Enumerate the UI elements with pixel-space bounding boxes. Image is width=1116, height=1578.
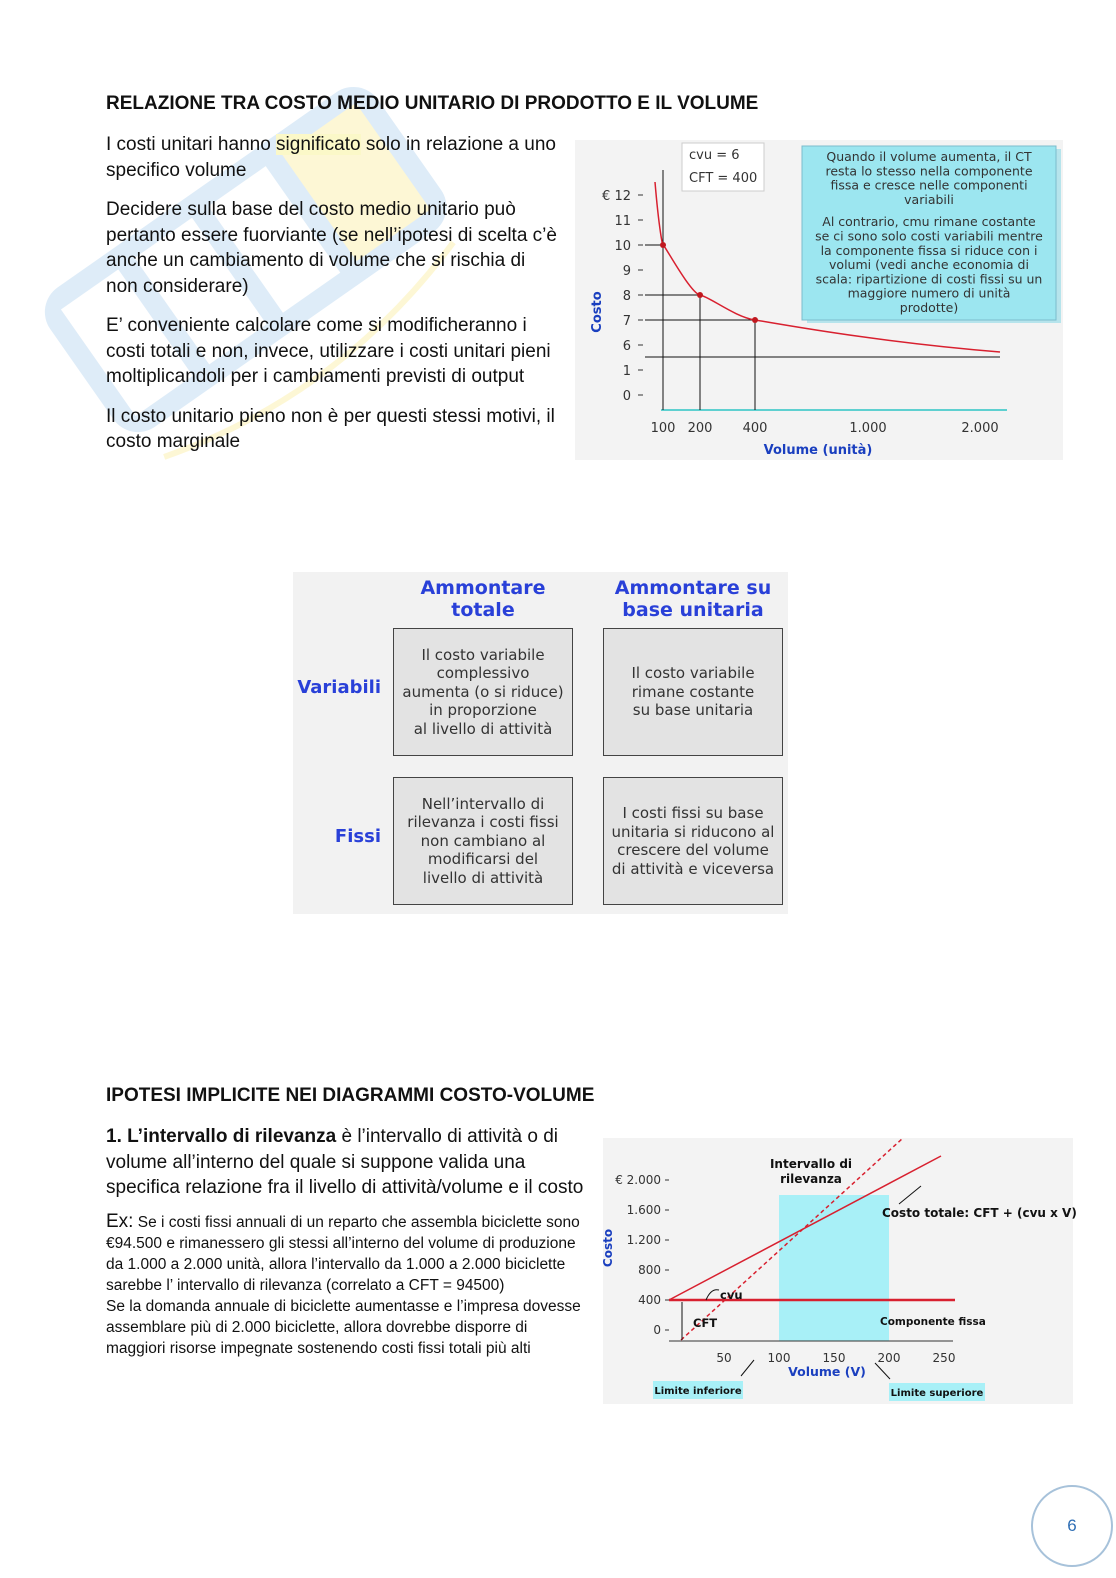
data-point bbox=[752, 317, 758, 323]
y-tick-label: € 12 bbox=[602, 189, 631, 204]
paragraph-4: Il costo unitario pieno non è per questi stessi motivi, il costo marginale bbox=[106, 405, 555, 452]
cell-line: Il costo variabile bbox=[631, 664, 755, 683]
example-paragraph-2: Se la domanda annuale di biciclette aumentasse e l’impresa dovesse assemblare più di 2.000 biciclette, allora dovrebbe disporre di maggiori risorse impegnate sostenendo costi fissi totali più alti bbox=[106, 1297, 581, 1357]
cell-line: aumenta (o si riduce) bbox=[402, 682, 564, 701]
paragraph-1 bbox=[106, 132, 561, 183]
cell-variable-total bbox=[393, 628, 573, 756]
cell-line: complessivo bbox=[436, 664, 530, 683]
cell-line: rimane costante bbox=[631, 682, 755, 701]
paragraph-2: Decidere sulla base del costo medio unitario può pertanto essere fuorviante (se nell’ipotesi di scelta c’è anche un cambiamento di volume che si rischia di non considerare) bbox=[106, 199, 557, 297]
y-tick-label: € 2.000 bbox=[615, 1173, 661, 1187]
y-tick-label: 0 bbox=[622, 389, 631, 404]
y-tick-label: 8 bbox=[622, 289, 631, 304]
lower-limit-label: Limite inferiore bbox=[654, 1386, 742, 1397]
cell-line: rilevanza i costi fissi bbox=[407, 813, 559, 832]
note-line: scala: ripartizione di costi fissi su un bbox=[815, 271, 1043, 287]
x-tick-label: 250 bbox=[932, 1351, 956, 1365]
y-tick-label: 0 bbox=[653, 1323, 661, 1337]
x-tick-label: 200 bbox=[687, 421, 713, 436]
cell-line: Nell’intervallo di bbox=[421, 794, 545, 813]
section2-heading: IPOTESI IMPLICITE NEI DIAGRAMMI COSTO-VOLUME bbox=[106, 1085, 595, 1106]
cell-fixed-total bbox=[393, 777, 573, 905]
row-fixed: Fissi bbox=[334, 826, 381, 847]
upper-limit-label: Limite superiore bbox=[890, 1388, 984, 1399]
y-tick-label: 7 bbox=[622, 314, 631, 329]
note-line: prodotte) bbox=[899, 300, 959, 315]
x-tick-label: 100 bbox=[767, 1351, 791, 1365]
page-number: 6 bbox=[1031, 1485, 1113, 1567]
paragraph-1-highlight: significato bbox=[276, 134, 361, 155]
header-unit: Ammontare su base unitaria bbox=[614, 577, 772, 621]
y-tick-label: 1.200 bbox=[626, 1233, 661, 1247]
cell-line: Il costo variabile bbox=[421, 645, 545, 664]
chart1-x-axis-label: Volume (unità) bbox=[763, 443, 873, 458]
y-tick-label: 800 bbox=[638, 1263, 661, 1277]
cost-behavior-table bbox=[293, 572, 788, 914]
cell-line: modificarsi del bbox=[427, 850, 539, 869]
relevance-definition: è l’intervallo di attività o di volume all’interno del quale si suppone valida una specifica relazione fra il livello di attività/volume e il costo bbox=[106, 1126, 584, 1198]
x-tick-label: 2.000 bbox=[961, 421, 999, 436]
relevant-range-area bbox=[779, 1195, 889, 1341]
note-line: variabili bbox=[904, 191, 954, 207]
note-line: resta lo stesso nella componente bbox=[825, 163, 1033, 179]
example-label: Ex: bbox=[106, 1210, 134, 1232]
paragraph-1b: solo in relazione a uno specifico volume bbox=[106, 134, 556, 181]
cell-line: crescere del volume bbox=[617, 841, 769, 859]
y-tick-label: 1.600 bbox=[626, 1203, 661, 1217]
cell-line: in proporzione bbox=[429, 701, 537, 720]
cell-variable-unit bbox=[603, 628, 783, 756]
x-tick-label: 100 bbox=[650, 421, 676, 436]
range-title-line2: rilevanza bbox=[780, 1172, 842, 1186]
x-tick-label: 200 bbox=[877, 1351, 901, 1365]
note-line: Quando il volume aumenta, il CT bbox=[826, 149, 1032, 164]
relevance-paragraph bbox=[106, 1124, 584, 1201]
note-line: fissa e cresce nelle componenti bbox=[830, 177, 1028, 193]
cell-line: su base unitaria bbox=[632, 701, 754, 720]
note-line: maggiore numero di unità bbox=[847, 285, 1011, 301]
header-total: Ammontare totale bbox=[420, 577, 546, 621]
data-point bbox=[660, 242, 666, 248]
chart1-y-axis-label: Costo bbox=[590, 291, 605, 333]
cell-line: I costi fissi su base bbox=[622, 804, 764, 822]
chart1-legend-cvu: cvu = 6 bbox=[689, 148, 740, 163]
cell-line: livello di attività bbox=[422, 868, 544, 887]
relevance-term: 1. L’intervallo di rilevanza bbox=[106, 1126, 337, 1147]
chart2-y-axis-label: Costo bbox=[601, 1228, 615, 1268]
x-tick-label: 400 bbox=[742, 421, 768, 436]
cell-fixed-unit bbox=[603, 777, 783, 905]
y-tick-label: 400 bbox=[638, 1293, 661, 1307]
x-tick-label: 150 bbox=[822, 1351, 846, 1365]
chart1-note-text bbox=[815, 149, 1043, 315]
x-tick-label: 50 bbox=[716, 1351, 732, 1365]
y-tick-label: 1 bbox=[622, 364, 631, 379]
data-point bbox=[697, 292, 703, 298]
note-line: se ci sono solo costi variabili mentre bbox=[815, 228, 1043, 244]
section1-text bbox=[106, 132, 561, 455]
cell-line: di attività e viceversa bbox=[611, 859, 775, 878]
relevant-range-chart bbox=[601, 1138, 1077, 1404]
fixed-cost-label: Componente fissa bbox=[880, 1316, 986, 1328]
unit-cost-chart bbox=[575, 140, 1063, 460]
x-tick-label: 1.000 bbox=[849, 421, 887, 436]
y-tick-label: 10 bbox=[614, 239, 631, 254]
chart2-x-axis-label: Volume (V) bbox=[788, 1364, 866, 1379]
note-line: la componente fissa si riduce con i bbox=[820, 242, 1038, 258]
paragraph-3: E’ conveniente calcolare come si modificheranno i costi totali e non, invece, utilizzare i costi unitari pieni moltiplicandoli per i cambiamenti previsti di output bbox=[106, 315, 551, 387]
cell-line: non cambiano al bbox=[420, 831, 546, 850]
section2-text bbox=[106, 1124, 584, 1359]
chart1-legend-cft: CFT = 400 bbox=[689, 171, 758, 186]
example-paragraph bbox=[106, 1211, 584, 1296]
y-tick-label: 9 bbox=[622, 264, 631, 279]
cvu-label: cvu bbox=[720, 1288, 743, 1302]
section1-heading: RELAZIONE TRA COSTO MEDIO UNITARIO DI PRODOTTO E IL VOLUME bbox=[106, 93, 759, 114]
paragraph-1a: I costi unitari hanno bbox=[106, 134, 277, 155]
note-line: Al contrario, cmu rimane costante bbox=[822, 214, 1036, 230]
y-tick-label: 11 bbox=[614, 214, 631, 229]
total-cost-label: Costo totale: CFT + (cvu x V) bbox=[882, 1206, 1077, 1220]
range-title-line1: Intervallo di bbox=[769, 1157, 853, 1171]
y-tick-label: 6 bbox=[622, 339, 631, 354]
cell-line: al livello di attività bbox=[413, 719, 553, 738]
note-line: volumi (vedi anche economia di bbox=[829, 257, 1029, 273]
cell-line: unitaria si riducono al bbox=[611, 822, 775, 841]
row-variable: Variabili bbox=[297, 677, 381, 698]
cft-label: CFT bbox=[693, 1316, 718, 1330]
example-text: Se i costi fissi annuali di un reparto che assembla biciclette sono €94.500 e rimanessero gli stessi all’interno del volume di produzione da 1.000 a 2.000 unità, allora l’intervallo da 1.000 a 2.000 biciclette sarebbe l’ intervallo di rilevanza (correlato a CFT = 94500) bbox=[106, 1213, 580, 1294]
